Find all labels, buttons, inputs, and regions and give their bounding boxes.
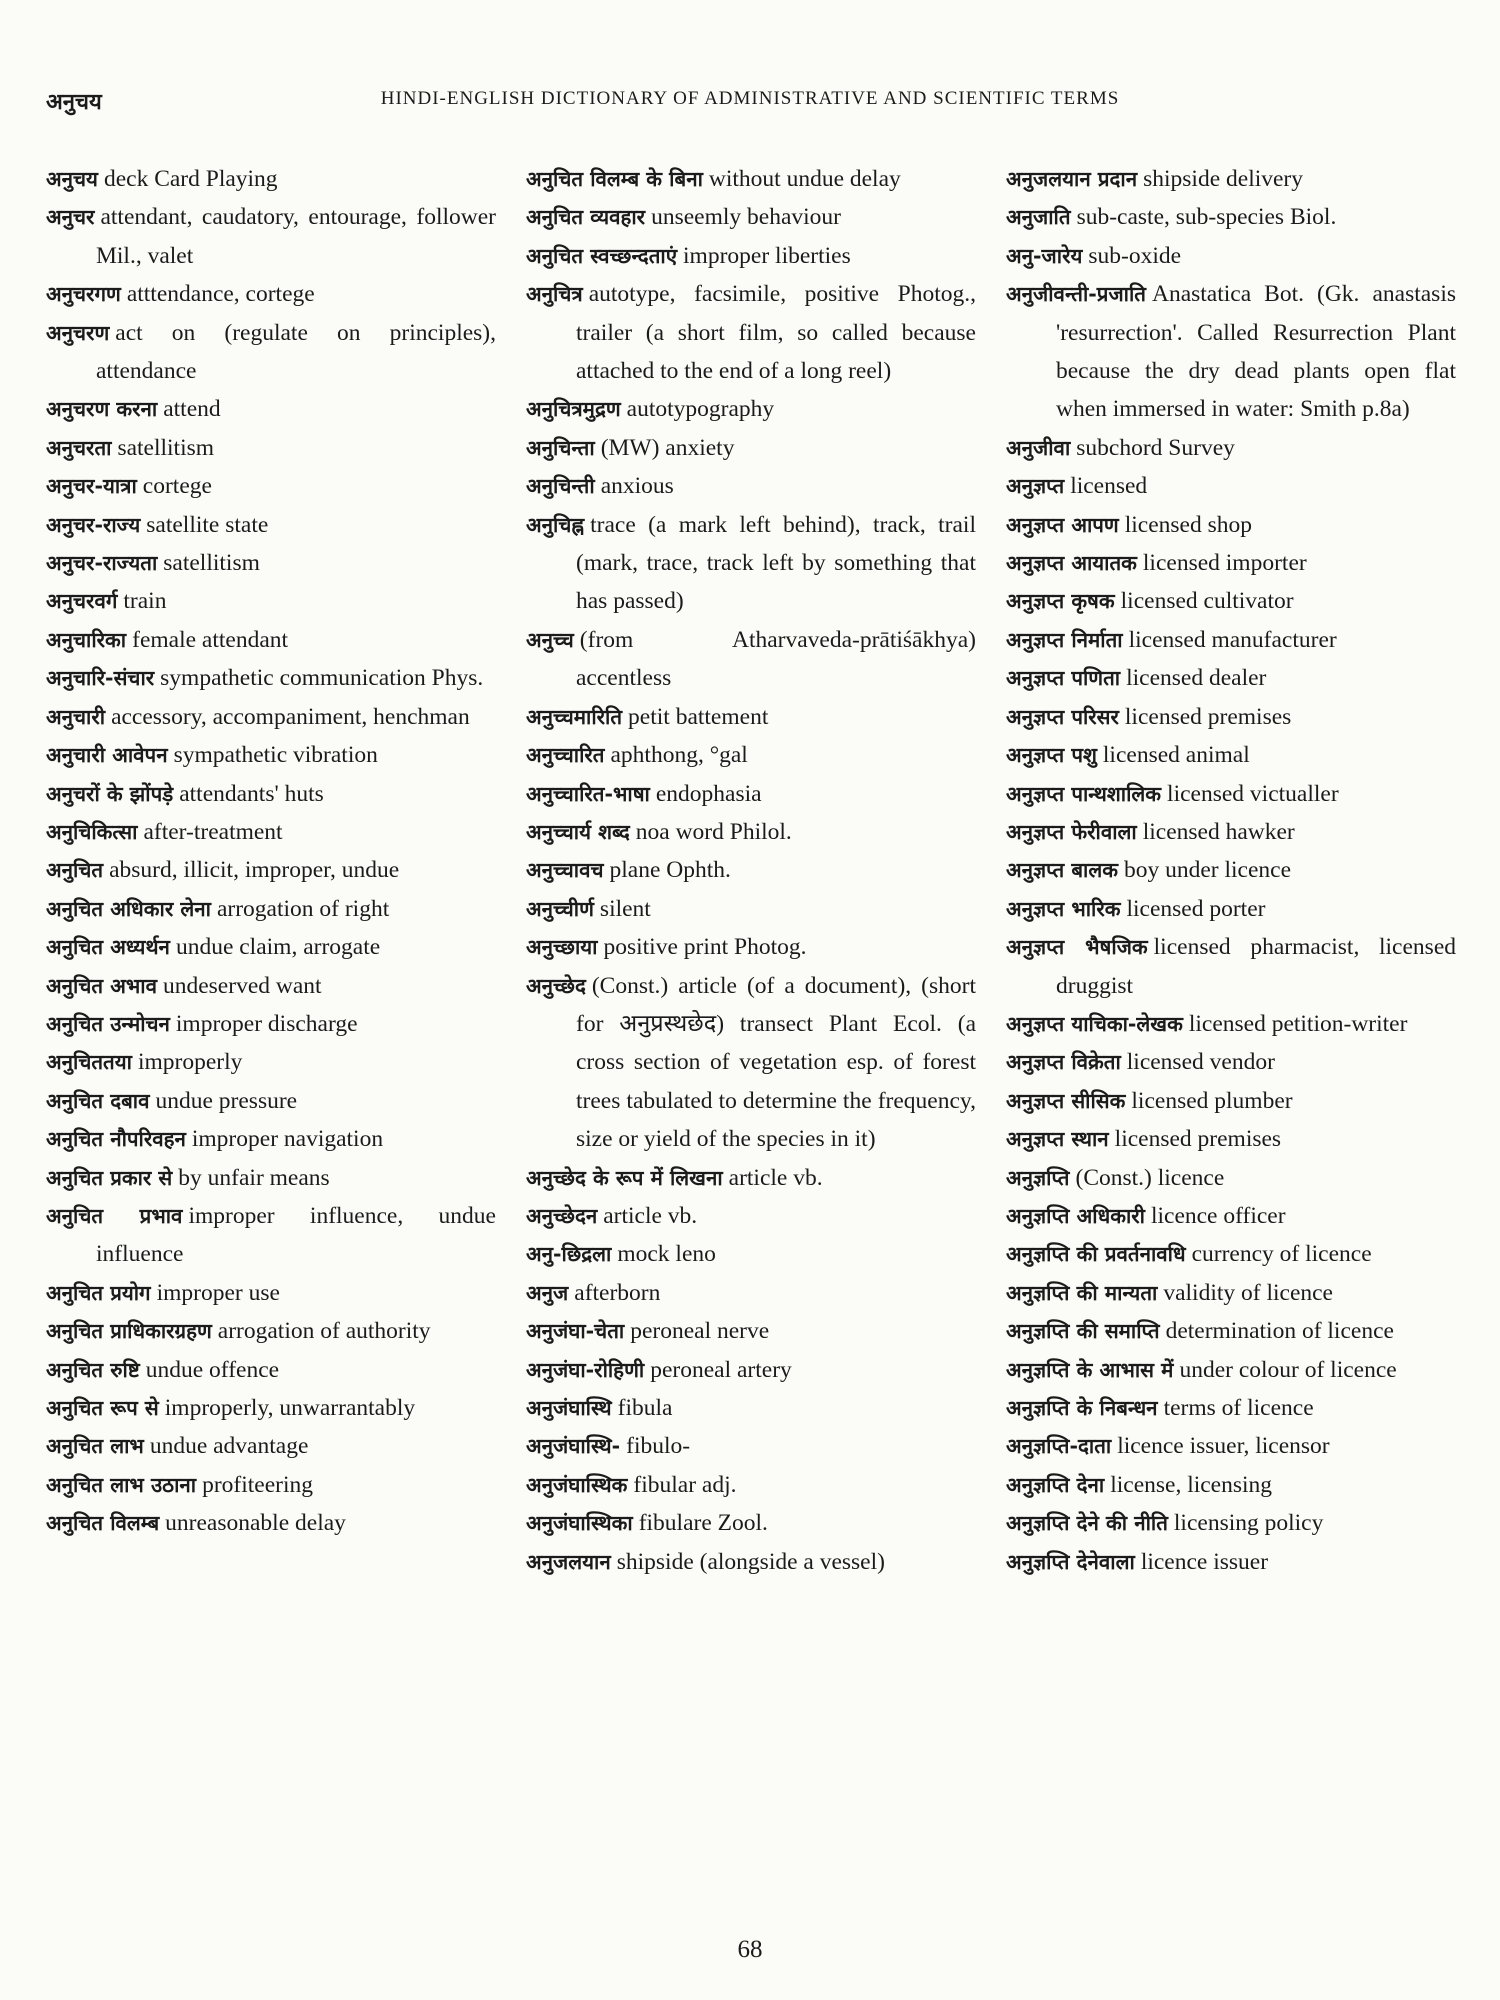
entry-headword: अनुच्चमारिति: [526, 704, 623, 729]
entry-definition: sympathetic vibration: [173, 742, 378, 769]
entry-headword: अनुजीवा: [1006, 435, 1071, 460]
entry-headword: अनुजंघास्थिका: [526, 1511, 633, 1536]
dictionary-entry: [1006, 1389, 1456, 1427]
entry-headword: अनुचरों के झोंपड़े: [46, 781, 174, 806]
entry-definition: under colour of licence: [1179, 1356, 1397, 1383]
entry-headword: अनुज्ञप्त पान्थशालिक: [1006, 781, 1162, 806]
entry-headword: अनुज्ञप्त विक्रेता: [1006, 1050, 1121, 1075]
dictionary-entry: [1006, 275, 1456, 429]
dictionary-entry: [1006, 1082, 1456, 1120]
entry-headword: अनुचिह्न: [526, 512, 585, 537]
dictionary-entry: [526, 429, 976, 467]
entry-definition: trace (a mark left behind), track, trail (mark, trace, track left by something that has passed): [576, 511, 976, 615]
entry-definition: cortege: [142, 473, 212, 500]
dictionary-entry: [526, 237, 976, 275]
dictionary-entry: [526, 698, 976, 736]
entry-definition: attend: [163, 396, 221, 423]
entry-definition: licensed plumber: [1131, 1087, 1293, 1114]
dictionary-entry: [526, 1235, 976, 1273]
dictionary-entry: [526, 198, 976, 236]
dictionary-entry: [46, 1312, 496, 1350]
entry-headword: अनुज्ञप्ति अधिकारी: [1006, 1203, 1145, 1228]
entry-headword: अनुज्ञप्त भारिक: [1006, 896, 1121, 921]
entry-definition: unseemly behaviour: [651, 204, 841, 231]
entry-definition: atttendance, cortege: [126, 281, 315, 308]
dictionary-entry: [46, 275, 496, 313]
dictionary-entry: [526, 160, 976, 198]
entry-headword: अनुजलयान प्रदान: [1006, 167, 1138, 191]
entry-headword: अनुचित रूप से: [46, 1396, 159, 1420]
entry-headword: अनुच्च: [526, 627, 574, 652]
entry-definition: arrogation of authority: [217, 1318, 431, 1345]
dictionary-entry: [1006, 429, 1456, 467]
entry-headword: अनुज्ञप्त फेरीवाला: [1006, 819, 1137, 844]
entry-definition: sub-caste, sub-species Biol.: [1076, 204, 1337, 231]
entry-headword: अनु-जारेय: [1006, 243, 1083, 268]
dictionary-entry: [46, 659, 496, 697]
entry-definition: Anastatica Bot. (Gk. anastasis 'resurrection'. Called Resurrection Plant because the dry dead plants open flat when immersed in water: Smith p.8a): [1056, 281, 1456, 423]
entry-headword: अनुचित प्राधिकारग्रहण: [46, 1319, 212, 1344]
entry-headword: अनुजाति: [1006, 205, 1071, 230]
entry-definition: licensed premises: [1114, 1126, 1282, 1153]
entry-headword: अनुच्चीर्ण: [526, 896, 594, 921]
entry-headword: अनुचित व्यवहार: [526, 205, 646, 230]
entry-definition: improper navigation: [191, 1126, 384, 1153]
entry-definition: undue claim, arrogate: [175, 934, 381, 961]
entry-headword: अनुचरवर्ग: [46, 589, 118, 614]
entry-headword: अनुज्ञप्ति की प्रवर्तनावधि: [1006, 1242, 1186, 1267]
entry-headword: अनुच्छेद के रूप में लिखना: [526, 1165, 723, 1190]
entry-headword: अनुचर-राज्यता: [46, 551, 158, 576]
entry-headword: अनुज्ञप्त निर्माता: [1006, 627, 1123, 652]
entry-headword: अनुज्ञप्त सीसिक: [1006, 1088, 1126, 1113]
dictionary-entry: [46, 582, 496, 620]
entry-definition: fibular adj.: [633, 1471, 737, 1498]
dictionary-entry: [1006, 736, 1456, 774]
entry-headword: अनुचित प्रभाव: [46, 1203, 183, 1228]
entry-definition: without undue delay: [708, 166, 901, 192]
entry-definition: anxious: [600, 473, 674, 500]
entry-definition: mock leno: [617, 1241, 716, 1268]
entry-headword: अनुजंघास्थिक: [526, 1472, 628, 1497]
entry-definition: subchord Survey: [1076, 434, 1235, 461]
dictionary-entry: [526, 736, 976, 774]
entry-definition: improperly, unwarrantably: [164, 1395, 416, 1421]
dictionary-entry: [1006, 1504, 1456, 1542]
dictionary-entry: [1006, 1043, 1456, 1081]
dictionary-entry: [1006, 813, 1456, 851]
dictionary-entry: [46, 775, 496, 813]
dictionary-entry: [1006, 1543, 1456, 1581]
entry-definition: by unfair means: [178, 1164, 330, 1191]
entry-definition: satellitism: [163, 550, 260, 577]
entry-definition: positive print Photog.: [603, 934, 807, 961]
entry-definition: licensed: [1070, 473, 1148, 500]
entry-headword: अनुचर: [46, 205, 95, 230]
entry-definition: licence officer: [1150, 1202, 1286, 1229]
entry-definition: licensed pharmacist, licensed druggist: [1056, 934, 1456, 999]
entry-headword: अनुचित अध्यर्थन: [46, 935, 170, 960]
dictionary-entry: [526, 967, 976, 1159]
running-head-word: अनुचय: [46, 90, 102, 115]
entry-headword: अनुचित लाभ उठाना: [46, 1472, 197, 1497]
dictionary-entry: [46, 1274, 496, 1312]
entry-headword: अनुच्चावच: [526, 858, 604, 883]
dictionary-entry: [46, 314, 496, 391]
entry-headword: अनुच्चारित: [526, 743, 605, 768]
dictionary-entry: [1006, 698, 1456, 736]
entry-headword: अनुचिततया: [46, 1050, 132, 1075]
dictionary-entry: [1006, 198, 1456, 236]
entry-definition: undue pressure: [155, 1087, 298, 1114]
entry-definition: licensed victualler: [1167, 780, 1339, 807]
dictionary-entry: [526, 1312, 976, 1350]
entry-headword: अनुचित प्रकार से: [46, 1165, 173, 1190]
entry-definition: (from Atharvaveda-prātiśākhya) accentless: [576, 626, 976, 692]
dictionary-entry: [46, 621, 496, 659]
entry-headword: अनुज्ञप्त कृषक: [1006, 589, 1115, 614]
entry-headword: अनुचित विलम्ब: [46, 1511, 160, 1536]
entry-definition: licensed cultivator: [1120, 588, 1294, 615]
dictionary-entry: [1006, 1312, 1456, 1350]
entry-definition: sympathetic communication Phys.: [160, 665, 484, 692]
entry-definition: noa word Philol.: [635, 818, 792, 845]
dictionary-entry: [1006, 160, 1456, 198]
dictionary-entry: [46, 890, 496, 928]
entry-definition: boy under licence: [1123, 857, 1292, 884]
entry-definition: undue advantage: [149, 1433, 309, 1460]
entry-definition: accessory, accompaniment, henchman: [111, 703, 470, 730]
entry-definition: plane Ophth.: [609, 857, 731, 884]
dictionary-entry: [526, 890, 976, 928]
dictionary-entry: [526, 1504, 976, 1542]
entry-headword: अनुचित नौपरिवहन: [46, 1127, 186, 1152]
page-number: 68: [737, 1936, 763, 1963]
dictionary-entry: [46, 1082, 496, 1120]
entry-headword: अनुज्ञप्त पणिता: [1006, 666, 1121, 691]
dictionary-entry: [46, 1389, 496, 1427]
running-head-title: HINDI-ENGLISH DICTIONARY OF ADMINISTRATIVE AND SCIENTIFIC TERMS: [380, 88, 1120, 109]
entry-definition: licensed importer: [1142, 550, 1307, 577]
entry-definition: afterborn: [574, 1279, 661, 1306]
entry-definition: improper influence, undue influence: [96, 1202, 496, 1268]
entry-headword: अनुज्ञप्ति देना: [1006, 1472, 1105, 1497]
dictionary-entry: [1006, 659, 1456, 697]
entry-headword: अनुचर-राज्य: [46, 512, 141, 537]
dictionary-entry: [46, 851, 496, 889]
entry-headword: अनुचिन्ता: [526, 435, 595, 460]
entry-definition: arrogation of right: [216, 895, 390, 922]
running-head: [46, 86, 1454, 116]
entry-definition: determination of licence: [1165, 1318, 1394, 1345]
entry-definition: license, licensing: [1110, 1471, 1273, 1498]
entry-headword: अनुचिकित्सा: [46, 819, 138, 844]
entry-definition: aphthong, °gal: [610, 742, 748, 769]
entry-definition: endophasia: [655, 780, 762, 807]
dictionary-entry: [46, 160, 496, 198]
dictionary-entry: [1006, 506, 1456, 544]
dictionary-entry: [526, 1159, 976, 1197]
dictionary-entry: [1006, 1351, 1456, 1389]
entry-headword: अनुज्ञप्ति देनेवाला: [1006, 1549, 1135, 1574]
entry-headword: अनुज्ञप्ति देने की नीति: [1006, 1511, 1168, 1536]
entry-headword: अनुचित्र: [526, 282, 583, 307]
dictionary-entry: [1006, 544, 1456, 582]
column-2: [526, 160, 976, 1920]
entry-headword: अनुचारि-संचार: [46, 666, 155, 691]
entry-headword: अनुच्छेदन: [526, 1203, 598, 1228]
entry-definition: peroneal nerve: [630, 1318, 770, 1345]
entry-headword: अनुज्ञप्ति: [1006, 1165, 1070, 1190]
entry-headword: अनुचित प्रयोग: [46, 1280, 151, 1305]
dictionary-entry: [1006, 1120, 1456, 1158]
entry-definition: fibula: [617, 1395, 673, 1421]
dictionary-entry: [46, 1043, 496, 1081]
dictionary-entry: [46, 1005, 496, 1043]
entry-headword: अनुचारी आवेपन: [46, 743, 168, 768]
entry-headword: अनुज्ञप्त बालक: [1006, 858, 1118, 883]
entry-definition: shipside (alongside a vessel): [616, 1548, 885, 1575]
dictionary-entry: [1006, 1466, 1456, 1504]
entry-definition: shipside delivery: [1143, 166, 1304, 192]
entry-definition: improper use: [156, 1279, 280, 1306]
entry-headword: अनुचित विलम्ब के बिना: [526, 167, 703, 191]
column-1: [46, 160, 496, 1920]
entry-headword: अनुज्ञप्त: [1006, 474, 1065, 499]
entry-headword: अनुज्ञप्त पशु: [1006, 743, 1097, 768]
dictionary-entry: [526, 1427, 976, 1465]
dictionary-entry: [1006, 237, 1456, 275]
dictionary-entry: [526, 390, 976, 428]
entry-headword: अनुज्ञप्त याचिका-लेखक: [1006, 1011, 1183, 1036]
dictionary-entry: [526, 506, 976, 621]
entry-headword: अनुचिन्ती: [526, 474, 595, 499]
column-3: [1006, 160, 1456, 1920]
entry-definition: (Const.) licence: [1075, 1164, 1225, 1191]
entry-definition: absurd, illicit, improper, undue: [109, 857, 400, 884]
entry-definition: female attendant: [132, 626, 289, 653]
entry-definition: deck Card Playing: [103, 166, 278, 192]
dictionary-entry: [1006, 582, 1456, 620]
entry-headword: अनुज्ञप्त परिसर: [1006, 704, 1119, 729]
entry-definition: improper discharge: [175, 1010, 358, 1037]
entry-headword: अनुच्चार्य शब्द: [526, 819, 630, 844]
entry-headword: अनुज्ञप्ति-दाता: [1006, 1434, 1112, 1459]
entry-definition: terms of licence: [1163, 1395, 1314, 1421]
dictionary-entry: [46, 1197, 496, 1274]
dictionary-entry: [526, 467, 976, 505]
entry-headword: अनुचरण: [46, 320, 110, 345]
entry-definition: licensed vendor: [1126, 1049, 1275, 1076]
entry-definition: silent: [599, 895, 651, 922]
entry-headword: अनुच्चारित-भाषा: [526, 781, 650, 806]
entry-headword: अनुज्ञप्त आपण: [1006, 512, 1119, 537]
dictionary-entry: [1006, 1005, 1456, 1043]
entry-definition: licensed hawker: [1142, 818, 1295, 845]
dictionary-entry: [526, 275, 976, 390]
entry-definition: attendant, caudatory, entourage, follower Mil., valet: [96, 204, 496, 269]
entry-definition: licensed manufacturer: [1128, 626, 1337, 653]
entry-definition: licensed animal: [1102, 742, 1250, 769]
dictionary-entry: [46, 1159, 496, 1197]
dictionary-columns: [46, 160, 1456, 1920]
entry-definition: autotype, facsimile, positive Photog., trailer (a short film, so called because attached to the end of a long reel): [576, 281, 976, 385]
entry-definition: licensed porter: [1126, 895, 1266, 922]
entry-definition: unreasonable delay: [165, 1510, 346, 1537]
entry-definition: after-treatment: [143, 818, 283, 845]
dictionary-entry: [46, 198, 496, 275]
dictionary-entry: [1006, 1274, 1456, 1312]
entry-definition: article vb.: [728, 1164, 823, 1191]
entry-headword: अनुज्ञप्ति के आभास में: [1006, 1357, 1174, 1382]
dictionary-entry: [526, 1351, 976, 1389]
dictionary-entry: [46, 698, 496, 736]
entry-definition: train: [123, 588, 167, 615]
entry-definition: licensed shop: [1124, 511, 1252, 538]
entry-headword: अनुचरण करना: [46, 397, 158, 422]
dictionary-entry: [526, 813, 976, 851]
entry-definition: licence issuer: [1140, 1548, 1269, 1575]
entry-definition: undeserved want: [162, 972, 322, 999]
dictionary-entry: [1006, 928, 1456, 1005]
entry-headword: अनुचित स्वच्छन्दताएं: [526, 243, 678, 268]
dictionary-entry: [1006, 467, 1456, 505]
dictionary-entry: [46, 467, 496, 505]
dictionary-entry: [46, 813, 496, 851]
entry-definition: autotypography: [626, 396, 775, 423]
entry-headword: अनुचित अभाव: [46, 973, 157, 998]
entry-definition: act on (regulate on principles), attendance: [96, 319, 496, 385]
dictionary-entry: [46, 967, 496, 1005]
entry-headword: अनुजंघा-रोहिणी: [526, 1357, 645, 1382]
entry-definition: profiteering: [202, 1471, 314, 1498]
entry-definition: licensing policy: [1173, 1510, 1324, 1537]
entry-definition: validity of licence: [1163, 1279, 1333, 1306]
entry-definition: (MW) anxiety: [600, 434, 735, 461]
dictionary-entry: [46, 736, 496, 774]
dictionary-entry: [526, 1466, 976, 1504]
entry-headword: अनुज्ञप्त आयातक: [1006, 551, 1137, 576]
entry-definition: currency of licence: [1191, 1241, 1372, 1268]
entry-headword: अनुच्छाया: [526, 935, 598, 960]
dictionary-entry: [1006, 1427, 1456, 1465]
entry-definition: fibulare Zool.: [638, 1510, 768, 1537]
entry-headword: अनुचारिका: [46, 627, 127, 652]
dictionary-entry: [46, 506, 496, 544]
dictionary-entry: [526, 851, 976, 889]
dictionary-entry: [46, 429, 496, 467]
entry-headword: अनुचित उन्मोचन: [46, 1011, 170, 1036]
dictionary-entry: [1006, 621, 1456, 659]
entry-headword: अनुज्ञप्त भैषजिक: [1006, 935, 1148, 960]
entry-definition: improperly: [137, 1049, 243, 1076]
entry-headword: अनुचित अधिकार लेना: [46, 896, 211, 921]
entry-headword: अनुचित्रमुद्रण: [526, 397, 621, 422]
entry-definition: attendants' huts: [179, 780, 324, 807]
entry-headword: अनुजलयान: [526, 1549, 611, 1574]
entry-headword: अनुज्ञप्ति की मान्यता: [1006, 1280, 1158, 1305]
dictionary-entry: [46, 390, 496, 428]
entry-definition: licensed premises: [1124, 703, 1292, 730]
entry-headword: अनुज्ञप्ति की समाप्ति: [1006, 1319, 1160, 1344]
entry-headword: अनुजीवन्ती-प्रजाति: [1006, 282, 1146, 307]
dictionary-entry: [526, 1274, 976, 1312]
dictionary-entry: [526, 928, 976, 966]
entry-definition: petit battement: [628, 703, 769, 730]
entry-headword: अनुचर-यात्रा: [46, 474, 137, 499]
entry-headword: अनुजंघास्थि: [526, 1396, 612, 1420]
dictionary-entry: [46, 1466, 496, 1504]
entry-headword: अनुचय: [46, 167, 98, 191]
entry-definition: improper liberties: [683, 242, 851, 269]
dictionary-entry: [1006, 851, 1456, 889]
entry-definition: licensed dealer: [1126, 665, 1267, 692]
entry-headword: अनुचित रुष्टि: [46, 1357, 140, 1382]
dictionary-entry: [1006, 1235, 1456, 1273]
dictionary-entry: [46, 1504, 496, 1542]
dictionary-entry: [46, 544, 496, 582]
entry-headword: अनुज्ञप्ति के निबन्धन: [1006, 1396, 1158, 1420]
entry-headword: अनुज: [526, 1280, 569, 1305]
entry-definition: satellite state: [146, 511, 269, 538]
entry-definition: fibulo-: [626, 1433, 691, 1460]
entry-definition: undue offence: [145, 1356, 280, 1383]
entry-headword: अनुज्ञप्त स्थान: [1006, 1127, 1109, 1152]
dictionary-entry: [1006, 890, 1456, 928]
entry-headword: अनुचित लाभ: [46, 1434, 144, 1459]
dictionary-entry: [526, 1389, 976, 1427]
dictionary-entry: [526, 621, 976, 698]
dictionary-entry: [1006, 775, 1456, 813]
entry-headword: अनुचित दबाव: [46, 1088, 150, 1113]
entry-definition: (Const.) article (of a document), (short for अनुप्रस्थछेद) transect Plant Ecol. (a cross section of vegetation esp. of forest trees tabulated to determine the frequency, size or yield of the species in it): [576, 972, 976, 1153]
entry-definition: article vb.: [603, 1202, 698, 1229]
dictionary-entry: [1006, 1159, 1456, 1197]
entry-headword: अनुच्छेद: [526, 973, 586, 998]
entry-definition: peroneal artery: [650, 1356, 792, 1383]
entry-definition: satellitism: [117, 434, 215, 461]
entry-definition: licence issuer, licensor: [1117, 1433, 1330, 1460]
dictionary-entry: [526, 1197, 976, 1235]
entry-headword: अनु-छिद्रला: [526, 1242, 612, 1267]
dictionary-entry: [46, 1427, 496, 1465]
dictionary-entry: [526, 1543, 976, 1581]
dictionary-entry: [46, 1120, 496, 1158]
entry-headword: अनुजंघास्थि-: [526, 1434, 621, 1459]
entry-headword: अनुचरगण: [46, 282, 121, 307]
entry-headword: अनुचारी: [46, 704, 106, 729]
dictionary-entry: [1006, 1197, 1456, 1235]
dictionary-entry: [526, 775, 976, 813]
entry-definition: licensed petition-writer: [1188, 1010, 1408, 1037]
entry-headword: अनुचरता: [46, 435, 112, 460]
entry-headword: अनुजंघा-चेता: [526, 1319, 625, 1344]
dictionary-entry: [46, 1351, 496, 1389]
dictionary-entry: [46, 928, 496, 966]
entry-definition: sub-oxide: [1088, 242, 1182, 269]
entry-headword: अनुचित: [46, 858, 104, 883]
